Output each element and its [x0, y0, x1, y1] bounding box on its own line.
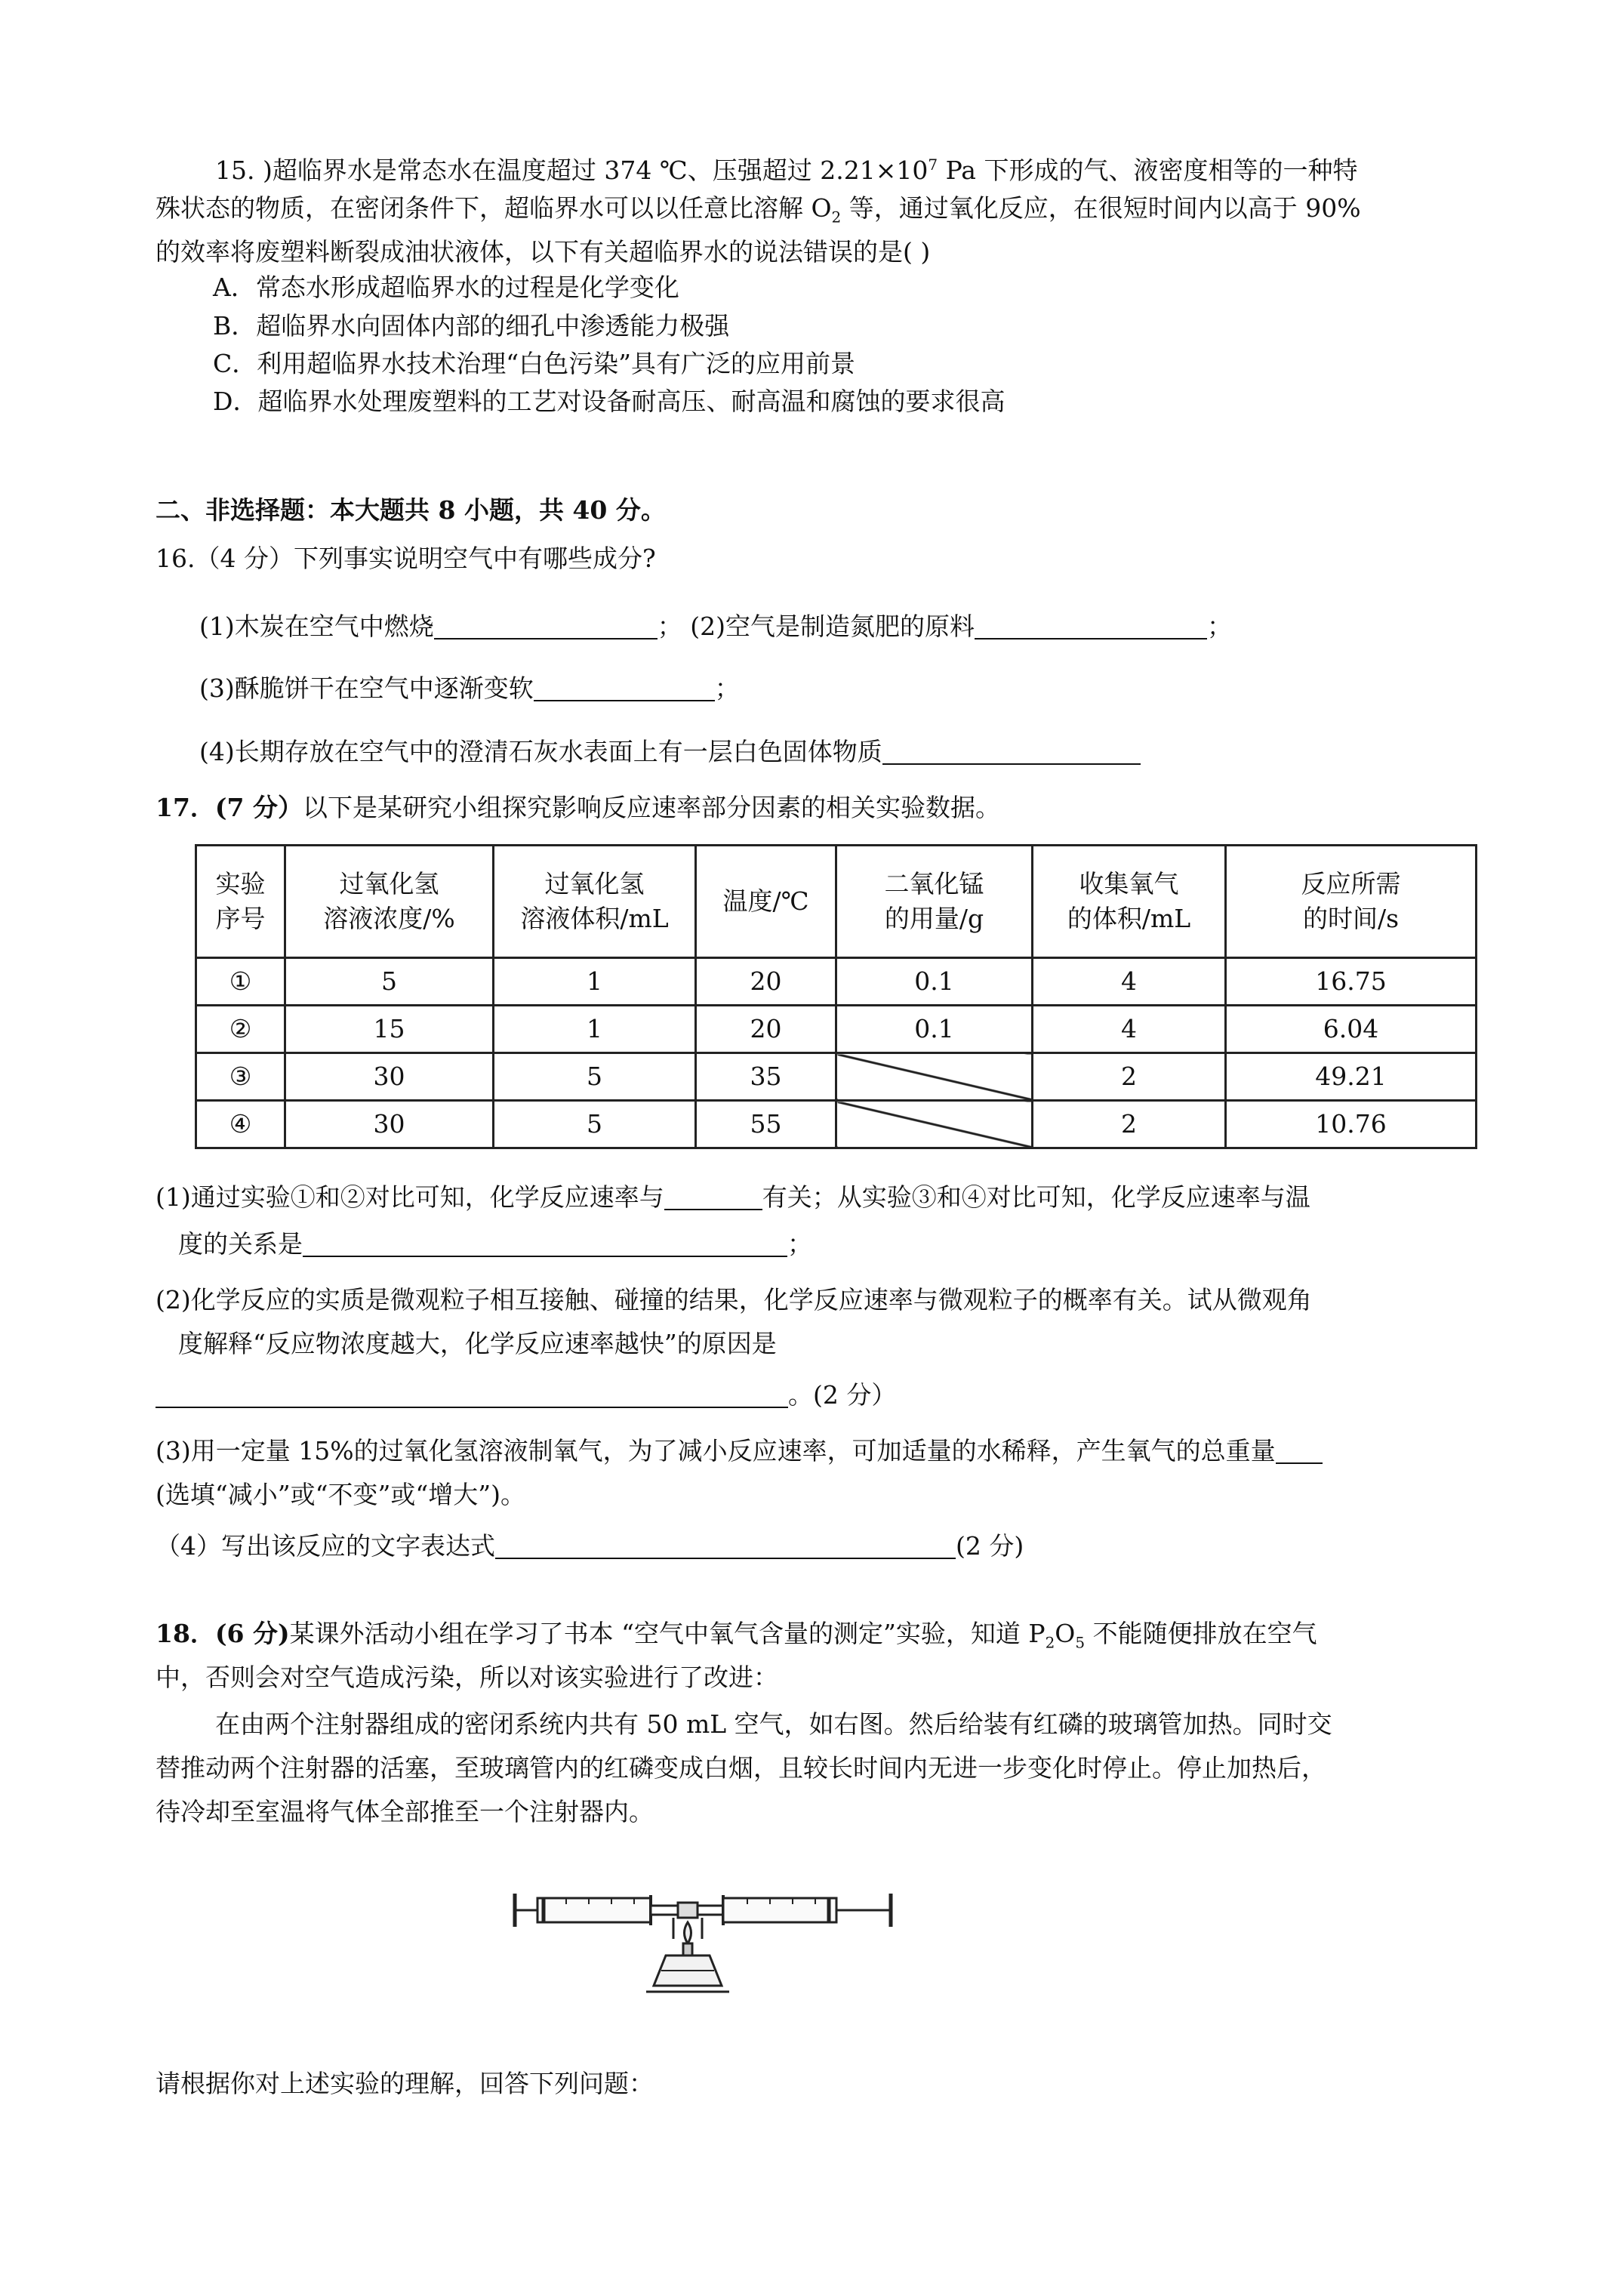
q17-part-2-line-2: 度解释“反应物浓度越大，化学反应速率越快”的原因是 — [178, 1329, 777, 1358]
table-cell: 0.1 — [836, 958, 1033, 1006]
table-cell: 20 — [696, 1006, 836, 1053]
table-row — [196, 1101, 1477, 1148]
q15-line-1: 15. )超临界水是常态水在温度超过 374 ℃、压强超过 $2.21\times 10^7$ Pa 下形成的气、液密度相等的一种特 — [215, 156, 1358, 185]
table-cell: 4 — [1033, 958, 1226, 1006]
q18-line-1: 18．(6 分)某课外活动小组在学习了书本 “空气中氧气含量的测定”实验，知道 $P_2O_5$ 不能随便排放在空气 — [156, 1619, 1317, 1652]
table-cell: 10.76 — [1226, 1101, 1477, 1148]
q17-part-2-line-3: 。(2 分） — [156, 1379, 896, 1412]
table-cell: ④ — [196, 1101, 285, 1148]
q17-part-3-line-2: (选填“减小”或“不变”或“增大”)。 — [156, 1480, 525, 1509]
table-cell: 5 — [285, 958, 494, 1006]
q18-para-line-2: 替推动两个注射器的活塞，至玻璃管内的红磷变成白烟，且较长时间内无进一步变化时停止。停止加热后， — [156, 1753, 1326, 1783]
q16-stem: 16.（4 分）下列事实说明空气中有哪些成分? — [156, 544, 656, 573]
q17-part-1-line-1: (1)通过实验①和②对比可知，化学反应速率与 有关；从实验③和④对比可知，化学反应速率与温 — [156, 1182, 1310, 1212]
table-cell: ② — [196, 1006, 285, 1053]
section-heading: 二、非选择题：本大题共 8 小题，共 40 分。 — [156, 495, 666, 525]
q16-items-1-2: (1)木炭在空气中燃烧 ； (2)空气是制造氮肥的原料 ； — [199, 612, 1232, 641]
table-cell: 20 — [696, 958, 836, 1006]
table-row — [196, 958, 1477, 1006]
q17-blank-4[interactable] — [1276, 1440, 1323, 1464]
table-cell: 4 — [1033, 1006, 1226, 1053]
q16-item-3: (3)酥脆饼干在空气中逐渐变软 ； — [199, 673, 740, 703]
table-cell: ① — [196, 958, 285, 1006]
q16-blank-2[interactable] — [975, 615, 1207, 639]
table-cell: 5 — [494, 1053, 696, 1101]
table-header-row — [196, 846, 1477, 958]
header-cell: 实验 序号 — [196, 846, 285, 958]
q17-stem: 17．(7 分）以下是某研究小组探究影响反应速率部分因素的相关实验数据。 — [156, 793, 1000, 822]
table-cell: 2 — [1033, 1053, 1226, 1101]
q17-part-3-line-1: (3)用一定量 15%的过氧化氢溶液制氧气，为了减小反应速率，可加适量的水稀释，产生氧气的总重量 — [156, 1435, 1323, 1468]
q17-part-2-line-1: (2)化学反应的实质是微观粒子相互接触、碰撞的结果，化学反应速率与微观粒子的概率有关。试从微观角 — [156, 1285, 1312, 1314]
empty-slashed-cell — [836, 1053, 1033, 1101]
experiment-table — [195, 844, 1477, 1149]
header-cell: 过氧化氢 溶液体积/mL — [494, 846, 696, 958]
table-cell: 1 — [494, 958, 696, 1006]
header-cell: 二氧化锰 的用量/g — [836, 846, 1033, 958]
table-cell: 30 — [285, 1053, 494, 1101]
q18-closing: 请根据你对上述实验的理解，回答下列问题： — [156, 2069, 654, 2098]
table-cell: 16.75 — [1226, 958, 1477, 1006]
empty-slashed-cell — [836, 1101, 1033, 1148]
header-cell: 反应所需 的时间/s — [1226, 846, 1477, 958]
q16-blank-4[interactable] — [882, 741, 1141, 765]
q16-blank-1[interactable] — [434, 615, 658, 639]
table-cell: 0.1 — [836, 1006, 1033, 1053]
q18-para-line-1: 在由两个注射器组成的密闭系统内共有 50 mL 空气，如右图。然后给装有红磷的玻璃管加热。同时交 — [215, 1709, 1332, 1739]
table-row — [196, 1006, 1477, 1053]
table-cell: 55 — [696, 1101, 836, 1148]
table-cell: 2 — [1033, 1101, 1226, 1148]
table-cell: 15 — [285, 1006, 494, 1053]
q17-blank-1[interactable] — [664, 1186, 762, 1210]
table-cell: 5 — [494, 1101, 696, 1148]
q17-blank-5[interactable] — [495, 1535, 956, 1559]
q18-para-line-3: 待冷却至室温将气体全部推至一个注射器内。 — [156, 1797, 654, 1826]
header-cell: 温度/℃ — [696, 846, 836, 958]
table-cell: 35 — [696, 1053, 836, 1101]
header-cell: 过氧化氢 溶液浓度/% — [285, 846, 494, 958]
q16-item-4: (4)长期存放在空气中的澄清石灰水表面上有一层白色固体物质 — [199, 735, 1141, 769]
table-cell: ③ — [196, 1053, 285, 1101]
syringe-apparatus-figure — [498, 1880, 921, 2023]
header-cell: 收集氧气 的体积/mL — [1033, 846, 1226, 958]
q17-part-1-line-2: 度的关系是 ； — [178, 1229, 812, 1259]
q15-option-b: B．超临界水向固体内部的细孔中渗透能力极强 — [213, 311, 730, 341]
table-cell: 6.04 — [1226, 1006, 1477, 1053]
q17-blank-3[interactable] — [156, 1384, 788, 1408]
q16-blank-3[interactable] — [534, 677, 715, 701]
q15-line-3: 的效率将废塑料断裂成油状液体，以下有关超临界水的说法错误的是( ) — [156, 237, 931, 267]
q15-option-c: C．利用超临界水技术治理“白色污染”具有广泛的应用前景 — [213, 349, 855, 378]
q17-part-4: （4）写出该反应的文字表达式 (2 分) — [156, 1531, 1024, 1561]
table-row — [196, 1053, 1477, 1101]
q18-line-2: 中，否则会对空气造成污染，所以对该实验进行了改进： — [156, 1663, 778, 1692]
table-cell: 30 — [285, 1101, 494, 1148]
q15-option-d: D．超临界水处理废塑料的工艺对设备耐高压、耐高温和腐蚀的要求很高 — [213, 387, 1006, 416]
q15-option-a: A．常态水形成超临界水的过程是化学变化 — [213, 273, 679, 302]
q17-blank-2[interactable] — [303, 1233, 787, 1257]
table-cell: 1 — [494, 1006, 696, 1053]
q15-line-2: 殊状态的物质，在密闭条件下，超临界水可以以任意比溶解 $O_2$ 等，通过氧化反应，在很短时间内以高于 90% — [156, 193, 1361, 227]
table-cell: 49.21 — [1226, 1053, 1477, 1101]
